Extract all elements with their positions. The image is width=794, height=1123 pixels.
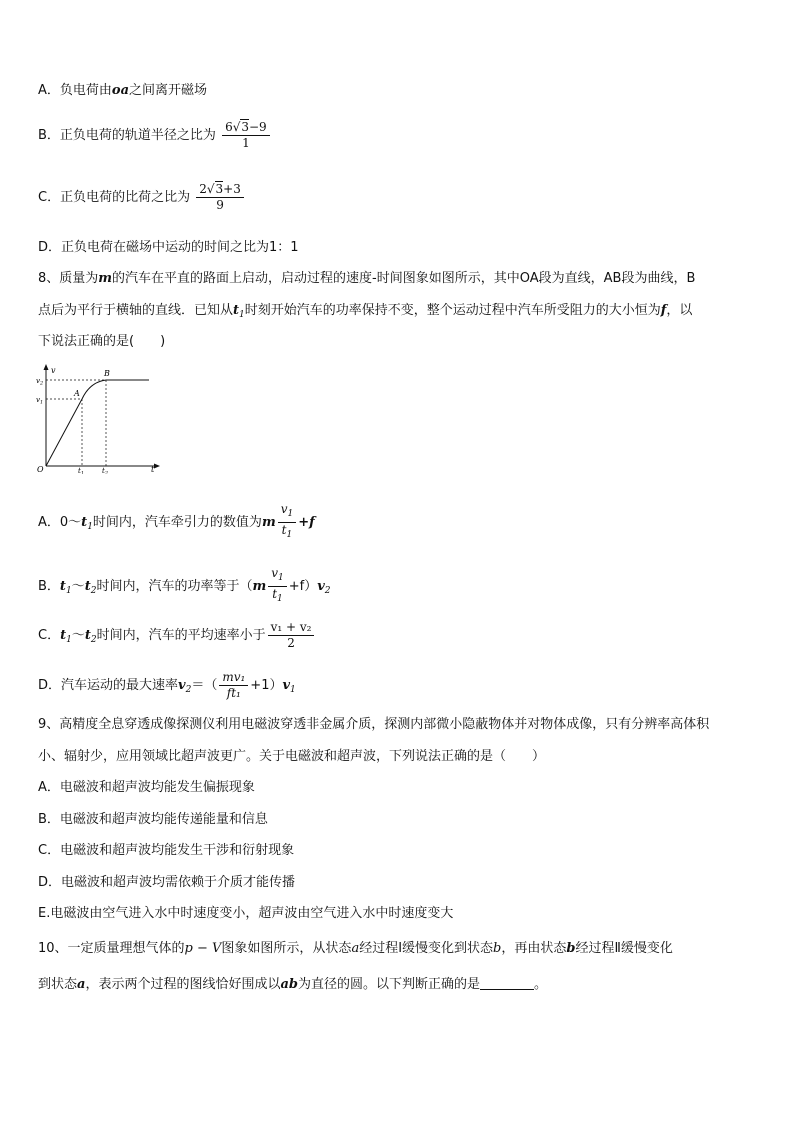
q8-var-m: m [98,271,113,286]
q9-option-e: E.电磁波由空气进入水中时速度变小，超声波由空气进入水中时速度变大 [38,906,454,921]
q8-b-var: t [84,579,91,594]
q8-a-var: t [81,515,88,530]
q8-var-t: t [233,303,240,318]
q9-option-a: A．电磁波和超声波均能发生偏振现象 [38,780,255,795]
q8-c-text: 时间内，汽车的平均速率小于 [96,628,266,643]
q10-text: 。 [534,977,548,992]
q8-stem-line1 [38,270,695,288]
q8-c-var: t [60,628,67,643]
q8-b-tail: +f） [288,579,318,594]
q10-answer-blank[interactable] [480,989,534,990]
frac-tail: −9 [249,120,267,134]
q9-option-d: D．电磁波和超声波均需依赖于介质才能传播 [38,875,296,890]
x-axis-label: t [151,465,155,474]
frac-coef: 2 [199,182,207,196]
point-b-label: B [104,369,110,378]
q8-sub: 1 [239,310,245,320]
q8-var-f: f [660,303,667,318]
q7-option-c-fraction: $\frac{2√3+3}{9}$ [196,182,244,213]
q8-a-text: A．0～ [38,515,82,530]
y-axis-arrow [44,364,49,370]
q8-c-text: C． [38,628,61,643]
q10-stem-line1 [38,940,673,958]
t2-label: $t_2$ [102,467,109,474]
q10-var-a: a [351,941,360,956]
v2-label: $v_2$ [36,377,44,387]
q8-b-text: 时间内，汽车的功率等于（ [96,579,253,594]
frac-denominator: 1 [242,136,250,150]
q10-stem-line2 [38,976,547,994]
q8-a-text: 时间内，汽车牵引力的数值为 [92,515,262,530]
q8-d-text: ＝（ [191,678,218,693]
q8-option-b [38,566,331,607]
q8-b-text: B． [38,579,60,594]
q7-option-a-prefix: A．负电荷由 [38,83,112,98]
t1-label: $t_1$ [78,467,85,474]
q8-d-text: D．汽车运动的最大速率 [38,678,179,693]
q8-option-d [38,670,296,701]
q8-text: 8、质量为 [38,271,99,286]
q10-text: 图象如图所示，从状态 [221,941,352,956]
q9-stem-line2: 小、辐射少，应用领域比超声波更广。关于电磁波和超声波，下列说法正确的是（ ） [38,749,546,764]
q9-option-b: B．电磁波和超声波均能传递能量和信息 [38,812,268,827]
q8-c-sub: 1 [66,635,72,645]
q10-var-b: b [566,941,576,956]
q9-option-c: C．电磁波和超声波均能发生干涉和衍射现象 [38,843,295,858]
q8-option-c [38,620,316,651]
q8-a-fraction: $\frac{v_1}{t_1}$ [278,502,297,543]
q10-text: ，表示两个过程的图线恰好围成以 [85,977,281,992]
q10-text: 到状态 [38,977,78,992]
q10-text: 经过程Ⅰ缓慢变化到状态 [359,941,494,956]
q8-d-sub: 1 [290,685,296,695]
frac-coef: 6 [225,120,233,134]
q9-stem-line1: 9、高精度全息穿透成像探测仪利用电磁波穿透非金属介质，探测内部微小隐蔽物体并对物体成像，只有分辨率高体积 [38,717,710,732]
frac-tail: +3 [223,182,241,196]
q8-text: ，以 [666,303,693,318]
q8-d-var: v [282,678,291,693]
q10-text: 经过程Ⅱ缓慢变化 [575,941,673,956]
q10-text: ，再由状态 [501,941,567,956]
q7-option-b-fraction: $\frac{6√3-9}{1}$ [222,120,270,151]
q7-option-a [38,82,207,100]
q8-b-sub: 2 [324,586,331,596]
frac-radicand: 3 [215,182,224,196]
q7-option-c [38,182,246,213]
q8-a-tail: +f [298,515,315,530]
q7-option-a-var: oa [111,83,130,98]
q8-c-text: ～ [71,628,85,643]
q10-text: 10、一定质量理想气体的 [38,941,185,956]
v1-label: $v_1$ [36,396,44,406]
q8-text: 时刻开始汽车的功率保持不变，整个运动过程中汽车所受阻力的大小恒为 [244,303,661,318]
curve-ab [82,380,106,399]
q10-var-a: a [77,977,86,992]
frac-denominator: 9 [216,198,224,212]
q8-b-var: v [317,579,325,594]
frac-radicand: 3 [241,120,249,134]
q8-stem-line3: 下说法正确的是( ) [38,334,166,349]
q8-d-var: v [178,678,186,693]
q8-d-tail: +1） [250,678,283,693]
q8-text: 点后为平行于横轴的直线．已知从 [38,303,234,318]
segment-oa [46,399,82,466]
x-axis-arrow [154,464,160,469]
origin-label: O [37,465,44,474]
q8-option-a [38,502,315,543]
q7-option-b [38,120,272,151]
q8-b-sub: 2 [90,586,97,596]
point-a-label: A [74,389,80,398]
q7-option-b-prefix: B．正负电荷的轨道半径之比为 [38,128,216,143]
q8-b-fraction: $\frac{v_1}{t_1}$ [268,566,287,607]
q10-var-pv: p − V [184,941,222,956]
q8-d-fraction: $\frac{\text{mv₁}}{\text{ft₁}}$ [219,670,248,701]
q10-text: 为直径的圆。以下判断正确的是 [297,977,480,992]
q8-b-var: m [252,579,267,594]
y-axis-label: v [51,366,56,375]
q10-var-ab: ab [280,977,298,992]
q8-a-var: m [261,515,276,530]
q7-option-a-suffix: 之间离开磁场 [129,83,208,98]
q8-c-fraction: $\frac{\text{v₁ + v₂}}{2}$ [268,620,315,651]
q8-a-sub: 1 [87,522,93,532]
q8-vt-graph [34,362,164,474]
q8-b-text: ～ [71,579,85,594]
q8-stem-line2 [38,302,692,324]
q8-b-sub: 1 [65,586,72,596]
q10-var-b: b [493,941,502,956]
q8-d-sub: 2 [185,685,192,695]
q8-c-sub: 2 [90,635,97,645]
q7-option-c-prefix: C．正负电荷的比荷之比为 [38,190,191,205]
q8-c-var: t [84,628,91,643]
q7-option-d: D．正负电荷在磁场中运动的时间之比为1：1 [38,240,299,255]
q8-b-var: t [59,579,66,594]
q8-text: 的汽车在平直的路面上启动，启动过程的速度-时间图象如图所示，其中OA段为直线，AB段为曲线，B [112,271,696,286]
